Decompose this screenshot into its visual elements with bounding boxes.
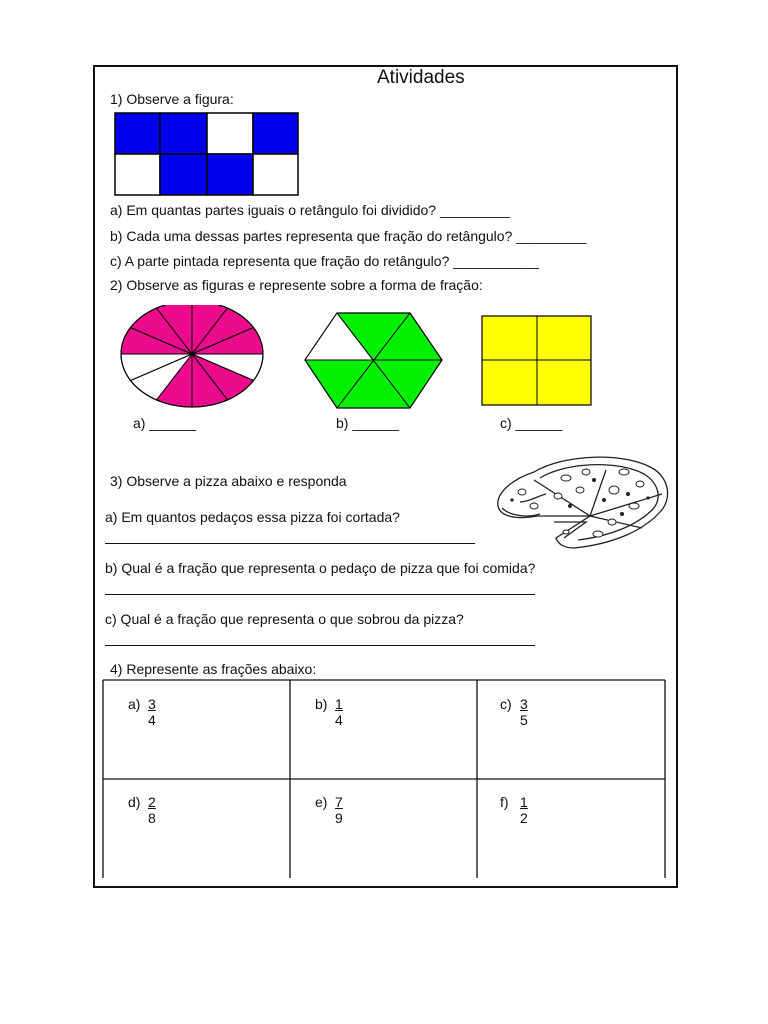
q2-answer-a: a) ______ (133, 415, 197, 431)
fraction-numerator: 2 (148, 794, 156, 810)
fraction-label: a) (128, 696, 141, 712)
q2-square-figure (481, 315, 593, 406)
fraction-label: e) (315, 794, 328, 810)
q4-heading: 4) Represente as frações abaixo: (110, 661, 317, 677)
q3-answer-line-c (105, 645, 535, 646)
q3-answer-line-b (105, 594, 535, 595)
fraction-denominator: 2 (520, 810, 528, 826)
fraction-numerator: 7 (335, 794, 343, 810)
fraction-denominator: 4 (148, 712, 156, 728)
q1-question-b: b) Cada uma dessas partes representa que fração do retângulo? _________ (110, 228, 587, 244)
q3-question-a: a) Em quantos pedaços essa pizza foi cortada? (105, 509, 400, 525)
fraction-numerator: 1 (335, 696, 343, 712)
q3-question-c: c) Qual é a fração que representa o que sobrou da pizza? (105, 611, 464, 627)
q3-answer-line-a (105, 543, 475, 544)
fraction-denominator: 9 (335, 810, 343, 826)
q1-question-c: c) A parte pintada representa que fração do retângulo? ___________ (110, 253, 539, 269)
q3-heading: 3) Observe a pizza abaixo e responda (110, 473, 347, 489)
q2-circle-figure (118, 305, 266, 411)
q1-question-a: a) Em quantas partes iguais o retângulo foi dividido? _________ (110, 202, 511, 218)
fraction-numerator: 3 (520, 696, 528, 712)
fraction-label: b) (315, 696, 328, 712)
fraction-denominator: 5 (520, 712, 528, 728)
q3-question-b: b) Qual é a fração que representa o pedaço de pizza que foi comida? (105, 560, 536, 576)
fraction-denominator: 4 (335, 712, 343, 728)
fraction-label: c) (500, 696, 512, 712)
q1-heading: 1) Observe a figura: (110, 91, 234, 107)
fraction-denominator: 8 (148, 810, 156, 826)
fraction-label: d) (128, 794, 141, 810)
fraction-numerator: 1 (520, 794, 528, 810)
q2-answer-c: c) ______ (500, 415, 563, 431)
fraction-label: f) (500, 794, 509, 810)
page-title: Atividades (377, 67, 465, 88)
q4-fraction-table (102, 679, 666, 879)
q2-hexagon-figure (303, 311, 445, 411)
q2-answer-b: b) ______ (336, 415, 400, 431)
pizza-illustration (494, 450, 674, 554)
q2-heading: 2) Observe as figuras e represente sobre a forma de fração: (110, 277, 483, 293)
q1-rectangle-grid (114, 112, 300, 196)
fraction-numerator: 3 (148, 696, 156, 712)
